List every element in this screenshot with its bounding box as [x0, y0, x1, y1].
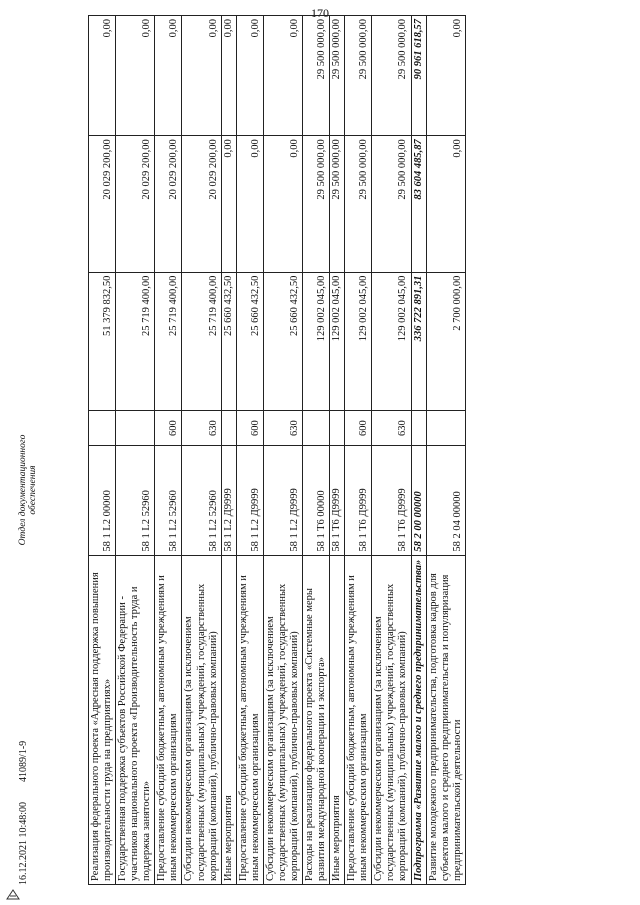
row-code-cell: 58 1 L2 52960 — [155, 445, 182, 555]
budget-table-body — [89, 16, 466, 885]
row-name-cell: Расходы на реализацию федерального проекта «Системные меры развития международной кооперации и экспорта» — [303, 555, 330, 884]
row-code-cell: 58 1 T6 00000 — [303, 445, 330, 555]
table-row — [182, 16, 221, 885]
row-value-2022-cell: 29 500 000,00 — [330, 136, 345, 272]
row-value-2021-cell: 129 002 045,00 — [303, 272, 330, 411]
row-expense-type-cell — [116, 411, 155, 446]
row-expense-type-cell — [89, 411, 116, 446]
row-value-2021-cell: 25 719 400,00 — [182, 272, 221, 411]
rotated-page-content — [88, 15, 628, 885]
page-number: 170 — [311, 6, 329, 20]
table-row — [263, 16, 302, 885]
row-value-2023-cell: 29 500 000,00 — [303, 16, 330, 136]
row-name-cell: Реализация федерального проекта «Адресная поддержка повышения производительности труда на предприятиях» — [89, 555, 116, 884]
row-name-cell: Подпрограмма «Развитие малого и среднего предпринимательства» — [411, 555, 426, 884]
row-value-2023-cell: 29 500 000,00 — [372, 16, 411, 136]
row-value-2023-cell: 0,00 — [263, 16, 302, 136]
footer-dept-line1: Отдел документационного — [18, 434, 28, 546]
row-code-cell: 58 1 L2 Д9999 — [221, 445, 236, 555]
row-value-2022-cell: 20 029 200,00 — [89, 136, 116, 272]
row-expense-type-cell: 630 — [263, 411, 302, 446]
row-name-cell: Государственная поддержка субъектов Российской Федерации - участников национального проекта «Производительность труда и поддержка занятости» — [116, 555, 155, 884]
row-value-2023-cell: 0,00 — [426, 16, 465, 136]
row-value-2021-cell: 25 660 432,50 — [221, 272, 236, 411]
row-value-2022-cell: 0,00 — [263, 136, 302, 272]
row-expense-type-cell: 600 — [155, 411, 182, 446]
row-name-cell: Субсидии некоммерческим организациям (за исключением государственных (муниципальных) учреждений, государственных корпораций (компаний), публично-правовых компаний) — [263, 555, 302, 884]
row-value-2021-cell: 129 002 045,00 — [330, 272, 345, 411]
row-value-2023-cell: 0,00 — [89, 16, 116, 136]
row-expense-type-cell: 630 — [182, 411, 221, 446]
footer-stamp — [18, 741, 29, 885]
row-expense-type-cell: 600 — [236, 411, 263, 446]
row-value-2021-cell: 25 660 432,50 — [263, 272, 302, 411]
row-code-cell: 58 1 L2 00000 — [89, 445, 116, 555]
row-value-2023-cell: 0,00 — [155, 16, 182, 136]
row-code-cell: 58 1 T6 Д9999 — [345, 445, 372, 555]
row-value-2021-cell: 129 002 045,00 — [372, 272, 411, 411]
row-value-2021-cell: 51 379 832,50 — [89, 272, 116, 411]
row-expense-type-cell — [303, 411, 330, 446]
row-value-2023-cell: 0,00 — [116, 16, 155, 136]
row-value-2022-cell: 83 604 485,87 — [411, 136, 426, 272]
row-name-cell: Развитие молодежного предпринимательства, подготовка кадров для субъектов малого и среднего предпринимательства и популяризация предпринимательской деятельности — [426, 555, 465, 884]
table-row — [116, 16, 155, 885]
footer-doc-code: 41089/1-9 — [18, 740, 29, 782]
row-value-2021-cell: 336 722 891,31 — [411, 272, 426, 411]
row-value-2022-cell: 29 500 000,00 — [303, 136, 330, 272]
row-name-cell: Предоставление субсидий бюджетным, автономным учреждениям и иным некоммерческим организациям — [155, 555, 182, 884]
row-value-2023-cell: 0,00 — [221, 16, 236, 136]
row-expense-type-cell — [411, 411, 426, 446]
document-system-logo-icon — [6, 888, 20, 900]
row-name-cell: Субсидии некоммерческим организациям (за исключением государственных (муниципальных) учреждений, государственных корпораций (компаний), публично-правовых компаний) — [182, 555, 221, 884]
footer-timestamp: 16.12.2021 10:48:00 — [18, 801, 29, 885]
row-value-2021-cell: 25 719 400,00 — [155, 272, 182, 411]
row-code-cell: 58 2 00 00000 — [411, 445, 426, 555]
row-value-2021-cell: 129 002 045,00 — [345, 272, 372, 411]
row-value-2022-cell: 0,00 — [236, 136, 263, 272]
table-row — [372, 16, 411, 885]
table-row — [155, 16, 182, 885]
row-value-2023-cell: 29 500 000,00 — [345, 16, 372, 136]
row-expense-type-cell — [330, 411, 345, 446]
row-name-cell: Иные мероприятия — [330, 555, 345, 884]
row-name-cell: Предоставление субсидий бюджетным, автономным учреждениям и иным некоммерческим организациям — [345, 555, 372, 884]
row-value-2023-cell: 29 500 000,00 — [330, 16, 345, 136]
row-value-2022-cell: 29 500 000,00 — [345, 136, 372, 272]
row-value-2021-cell: 2 700 000,00 — [426, 272, 465, 411]
row-value-2022-cell: 20 029 200,00 — [182, 136, 221, 272]
row-name-cell: Субсидии некоммерческим организациям (за исключением государственных (муниципальных) учреждений, государственных корпораций (компаний), публично-правовых компаний) — [372, 555, 411, 884]
row-code-cell: 58 1 L2 Д9999 — [263, 445, 302, 555]
footer-department — [18, 425, 39, 555]
row-value-2022-cell: 20 029 200,00 — [116, 136, 155, 272]
row-code-cell: 58 1 T6 Д9999 — [372, 445, 411, 555]
row-code-cell: 58 2 04 00000 — [426, 445, 465, 555]
row-value-2023-cell: 0,00 — [182, 16, 221, 136]
table-row — [345, 16, 372, 885]
row-expense-type-cell — [221, 411, 236, 446]
row-expense-type-cell — [426, 411, 465, 446]
footer-dept-line2: обеспечения — [28, 465, 39, 515]
table-row — [236, 16, 263, 885]
row-name-cell: Иные мероприятия — [221, 555, 236, 884]
row-code-cell: 58 1 L2 52960 — [182, 445, 221, 555]
table-row — [89, 16, 116, 885]
table-row — [330, 16, 345, 885]
row-value-2022-cell: 29 500 000,00 — [372, 136, 411, 272]
row-value-2022-cell: 0,00 — [426, 136, 465, 272]
row-value-2022-cell: 20 029 200,00 — [155, 136, 182, 272]
row-expense-type-cell: 600 — [345, 411, 372, 446]
table-row — [221, 16, 236, 885]
row-value-2023-cell: 0,00 — [236, 16, 263, 136]
row-code-cell: 58 1 T6 Д9999 — [330, 445, 345, 555]
row-expense-type-cell: 630 — [372, 411, 411, 446]
row-code-cell: 58 1 L2 Д9999 — [236, 445, 263, 555]
table-row — [303, 16, 330, 885]
row-value-2023-cell: 90 961 618,57 — [411, 16, 426, 136]
budget-table — [88, 15, 466, 885]
row-value-2022-cell: 0,00 — [221, 136, 236, 272]
table-row — [411, 16, 426, 885]
table-row — [426, 16, 465, 885]
row-code-cell: 58 1 L2 52960 — [116, 445, 155, 555]
row-value-2021-cell: 25 660 432,50 — [236, 272, 263, 411]
row-value-2021-cell: 25 719 400,00 — [116, 272, 155, 411]
row-name-cell: Предоставление субсидий бюджетным, автономным учреждениям и иным некоммерческим организациям — [236, 555, 263, 884]
